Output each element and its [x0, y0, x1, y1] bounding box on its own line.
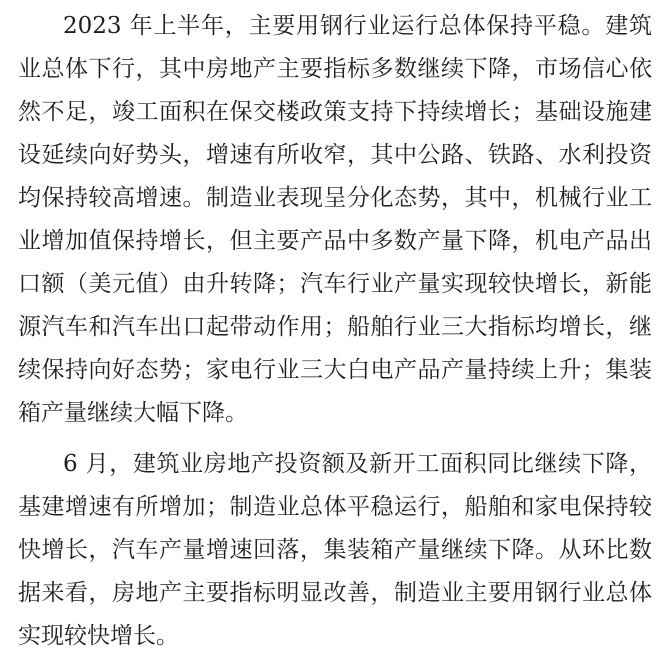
text-line: 据来看，房地产主要指标明显改善，制造业主要用钢行业总体 [18, 580, 652, 606]
text-line: 箱产量继续大幅下降。 [18, 400, 248, 426]
text-line: 口额（美元值）由升转降；汽车行业产量实现较快增长，新能 [18, 271, 652, 297]
text-line: 业增加值保持增长，但主要产品中多数产量下降，机电产品出 [18, 228, 652, 254]
text-line: 实现较快增长。 [18, 623, 179, 649]
text-line: 基建增速有所增加；制造业总体平稳运行，船舶和家电保持较 [18, 494, 652, 520]
text-line: 然不足，竣工面积在保交楼政策支持下持续增长；基础设施建 [18, 99, 652, 125]
text-line: 均保持较高增速。制造业表现呈分化态势，其中，机械行业工 [18, 185, 652, 211]
text-line: 续保持向好态势；家电行业三大白电产品产量持续上升；集装 [18, 357, 652, 383]
text-line: 6 月，建筑业房地产投资额及新开工面积同比继续下降， [63, 451, 652, 477]
text-line: 2023 年上半年，主要用钢行业运行总体保持平稳。建筑 [63, 13, 652, 39]
paragraph-h1-overview [18, 5, 652, 435]
text-line: 设延续向好势头，增速有所收窄，其中公路、铁路、水利投资 [18, 142, 652, 168]
text-line: 快增长，汽车产量增速回落，集装箱产量继续下降。从环比数 [18, 537, 652, 563]
text-line: 源汽车和汽车出口起带动作用；船舶行业三大指标均增长，继 [18, 314, 652, 340]
paragraph-june-update [18, 443, 652, 658]
text-line: 业总体下行，其中房地产主要指标多数继续下降，市场信心依 [18, 56, 652, 82]
